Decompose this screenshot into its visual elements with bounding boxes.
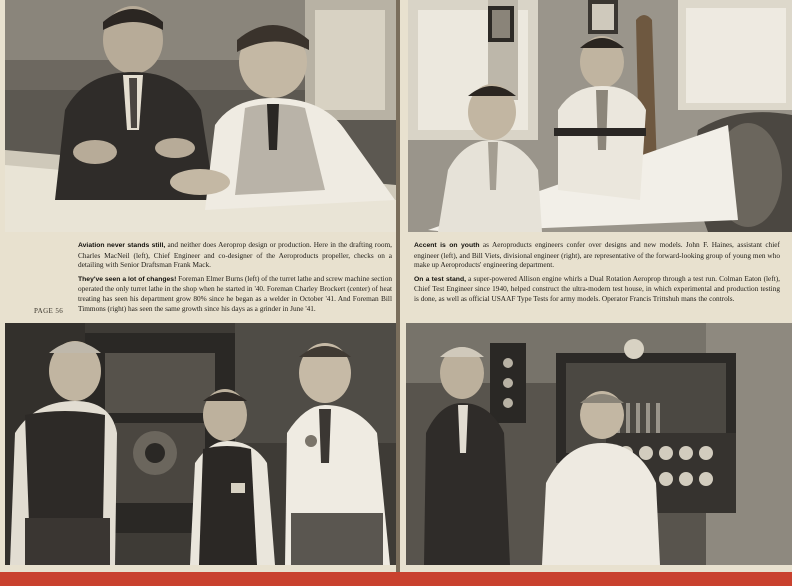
- caption-lead: Accent is on youth: [414, 242, 480, 249]
- caption-lead: On a test stand,: [414, 275, 466, 283]
- caption-body: a super-powered Allison engine whirls a Dual Rotation Aeroprop through a test run. Colman Eaton (left), Chief Test Engineer since 1940, helped construct the ultra-modern test house, in which experimental and production testing is done, as well as official USAAF Type Tests for army models. Operator Francis Trittshuh mans the controls.: [414, 273, 780, 303]
- photo-foremen-shop: [5, 323, 396, 565]
- right-page: [400, 0, 792, 572]
- photo-drafting-room: [5, 0, 396, 232]
- bottom-color-strip: [0, 572, 792, 586]
- page-number: PAGE 56: [34, 307, 64, 315]
- photo-test-stand: [406, 323, 792, 565]
- caption-drafting-room: [78, 240, 392, 317]
- caption-body: and neither does Aeroprop design or production. Here in the drafting room, Charles MacNeil (left), Chief Engineer and co-designer of the Aeroproducts propeller, checks on a detailing with Senior Draftsman Frank Mack.: [78, 240, 393, 270]
- caption-lead: They've seen a lot of changes!: [78, 275, 177, 283]
- caption-body: Foreman Elmer Burns (left) of the turret lathe and screw machine section operated the only turret lathe in the shop when he started in '40. Foreman Charley Brockert (center) of heat treating has seen his department grow 80% since he began as a welder in October '41. And Foreman Bill Timmons (right) has seen the same growth since his days as a grinder in June '41.: [78, 273, 392, 313]
- caption-body: as Aeroproducts engineers confer over designs and new models. John F. Haines, assistant chief engineer (left), and Bill Viets, divisional engineer (right), are representative of the forward-looking group of young men who make up Aeroproducts' engineering department.: [414, 240, 780, 270]
- caption-lead: Aviation never stands still,: [78, 242, 166, 249]
- caption-engineers: [414, 240, 780, 308]
- photo-engineers: [408, 0, 792, 232]
- left-page: [0, 0, 397, 572]
